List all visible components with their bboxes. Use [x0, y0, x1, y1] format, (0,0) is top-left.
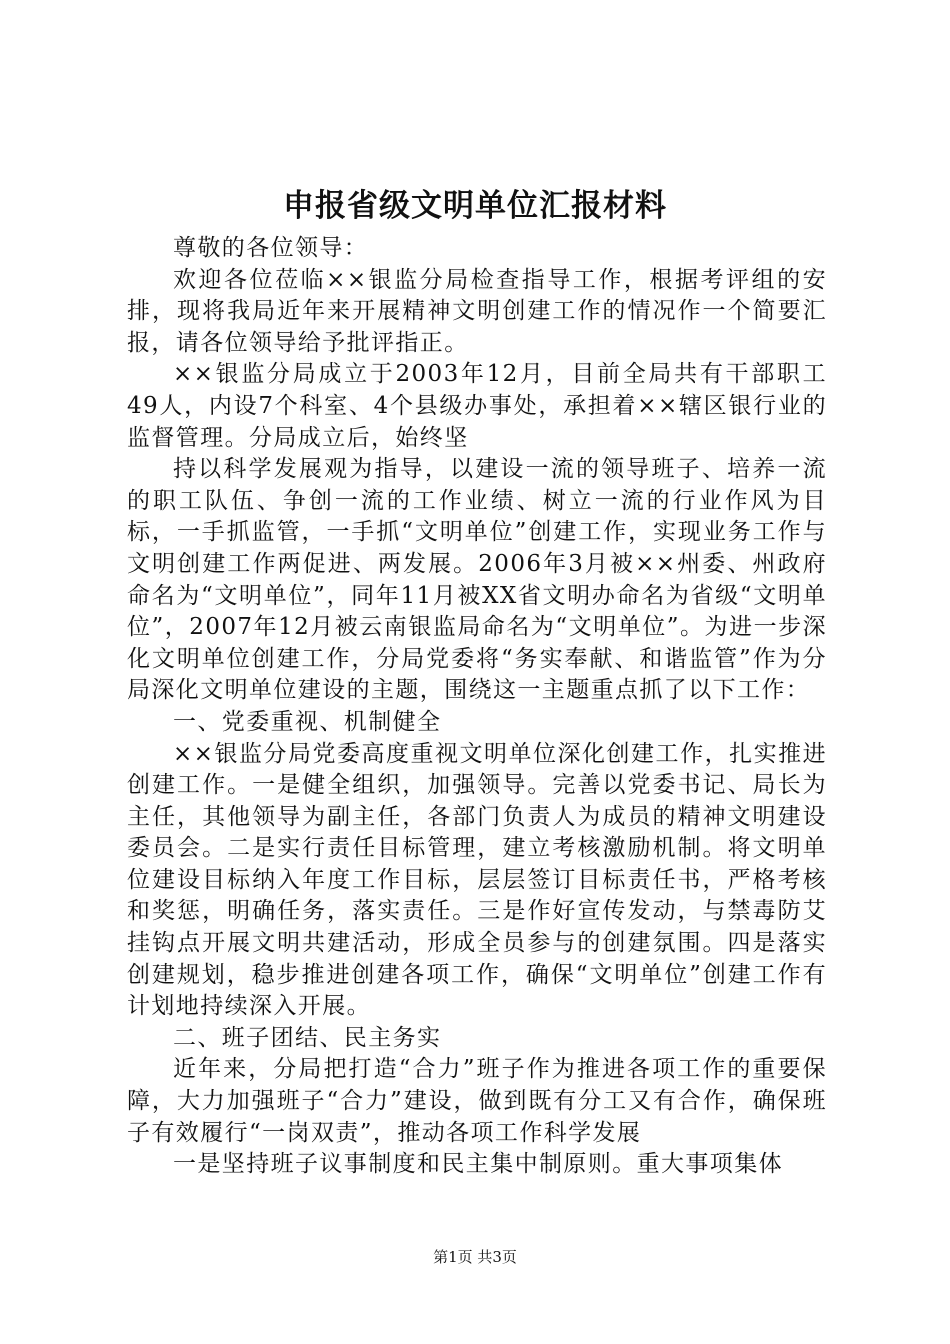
paragraph-item-1: 一是坚持班子议事制度和民主集中制原则。重大事项集体 — [173, 1151, 783, 1178]
paragraph-welcome: 欢迎各位莅临××银监分局检查指导工作，根据考评组的安排，现将我局近年来开展精神文明创建工作的情况作一个简要汇报，请各位领导给予批评指正。 — [127, 266, 827, 356]
section-heading-2: 二、班子团结、民主务实 — [173, 1024, 442, 1051]
section-heading-1: 一、党委重视、机制健全 — [173, 708, 442, 735]
document-title: 申报省级文明单位汇报材料 — [283, 188, 667, 224]
page-footer: 第1页 共3页 — [433, 1248, 517, 1266]
paragraph-guidance: 持以科学发展观为指导，以建设一流的领导班子、培养一流的职工队伍、争创一流的工作业绩、树立一流的行业作风为目标，一手抓监管，一手抓“文明单位”创建工作，实现业务工作与文明创建工作两促进、两发展。2006年3月被××州委、州政府命名为“文明单位”，同年11月被XX省文明办命名为省级“文明单位”，2007年12月被云南银监局命名为“文明单位”。为进一步深化文明单位创建工作，分局党委将“务实奉献、和谐监管”作为分局深化文明单位建设的主题，围绕这一主题重点抓了以下工作： — [127, 456, 827, 704]
paragraph-overview: ××银监分局成立于2003年12月，目前全局共有干部职工49人，内设7个科室、4个县级办事处，承担着××辖区银行业的监督管理。分局成立后，始终坚 — [127, 361, 827, 451]
paragraph-section-1: ××银监分局党委高度重视文明单位深化创建工作，扎实推进创建工作。一是健全组织，加强领导。完善以党委书记、局长为主任，其他领导为副主任，各部门负责人为成员的精神文明建设委员会。二是实行责任目标管理，建立考核激励机制。将文明单位建设目标纳入年度工作目标，层层签订目标责任书，严格考核和奖惩，明确任务，落实责任。三是作好宣传发动，与禁毒防艾挂钩点开展文明共建活动，形成全员参与的创建氛围。四是落实创建规划，稳步推进创建各项工作，确保“文明单位”创建工作有计划地持续深入开展。 — [127, 740, 827, 1020]
document-body — [127, 233, 827, 1181]
paragraph-section-2: 近年来，分局把打造“合力”班子作为推进各项工作的重要保障，大力加强班子“合力”建设，做到既有分工又有合作，确保班子有效履行“一岗双责”，推动各项工作科学发展 — [127, 1056, 827, 1146]
paragraph-greeting: 尊敬的各位领导： — [173, 235, 369, 261]
